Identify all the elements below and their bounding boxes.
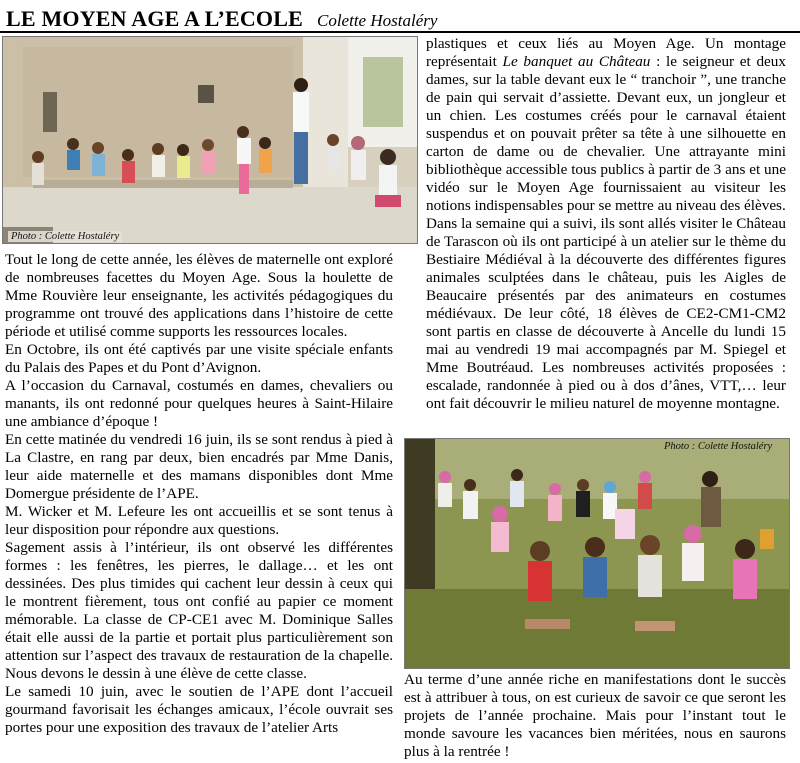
outdoor-group-photo (404, 438, 790, 669)
bottom-photo-credit: Photo : Colette Hostaléry (664, 441, 773, 452)
article-header (6, 6, 437, 34)
paragraph (426, 35, 786, 215)
chapel-class-photo (2, 36, 418, 244)
paragraph: En Octobre, ils ont été captivés par une visite spéciale enfants du Palais des Papes et du Pont d’Avignon. (5, 341, 393, 376)
italic-title: Le banquet au Château (502, 53, 651, 70)
header-rule (0, 31, 800, 33)
right-column-bottom (404, 671, 786, 761)
right-column-top (426, 35, 786, 413)
paragraph: Au terme d’une année riche en manifestations dont le succès est à attribuer à tous, on est curieux de savoir ce que seront les projets de l’année prochaine. Mais pour l’instant tout le monde savoure les vacances bien méritées, nous en saurons plus à la rentrée ! (404, 671, 786, 760)
text-run: plastiques et ceux liés au Moyen Age. Un montage représentait (426, 35, 786, 70)
article-title: LE MOYEN AGE A L’ECOLE (6, 6, 303, 31)
paragraph: Sagement assis à l’intérieur, ils ont observé les différentes formes : les fenêtres, les pierres, le dallage… et les ont dessinées. Des plus timides qui cachent leur dessin à ceux qui le montrent fièrement, tous ont confié au papier ce moment mémorable. La classe de CP-CE1 avec M. Dominique Salles était elle aussi de la partie et portait plus particulièrement son attention sur l’aspect des travaux de restauration de la chapelle. Nous devons le dessin à une élève de cette classe. (5, 539, 393, 682)
paragraph: En cette matinée du vendredi 16 juin, ils se sont rendus à pied à La Clastre, en rang par deux, bien encadrés par Mme Danis, leur aide maternelle et des mamans disponibles dont Mme Domergue présidente de l’APE. (5, 431, 393, 502)
paragraph: Tout le long de cette année, les élèves de maternelle ont exploré de nombreuses facettes du Moyen Age. Sous la houlette de Mme Rouvière leur enseignante, les activités pédagogiques du programme ont trouvé des applications dans l’histoire de cette période et utilisé comme supports les ressources locales. (5, 251, 393, 340)
paragraph: A l’occasion du Carnaval, costumés en dames, chevaliers ou manants, ils ont redonné pour quelques heures à Saint-Hilaire une ambiance d’époque ! (5, 377, 393, 430)
text-run: : le seigneur et deux dames, sur la table devant eux le “ tranchoir ”, une tranche de pain qui servait d’assiette. Devant eux, un jongleur et un chien. Les costumes créés pour le carnaval étaient suspendus et on pouvait prêter sa tête à une silhouette en carton de dame ou de chevalier. Une attrayante mini bibliothèque accessible tous publics à partir de 3 ans et une vidéo sur le Moyen Age fournissaient au visiteur les notions indispensables pour se mettre au niveau des élèves. (426, 53, 786, 214)
article-author: Colette Hostaléry (317, 11, 438, 30)
left-column (5, 251, 393, 737)
paragraph: Le samedi 10 juin, avec le soutien de l’APE dont l’accueil gourmand favorisait les échanges amicaux, l’école ouvrait ses portes pour une exposition des travaux de l’atelier Arts (5, 683, 393, 736)
paragraph: M. Wicker et M. Lefeure les ont accueillis et se sont tenus à leur disposition pour répondre aux questions. (5, 503, 393, 538)
paragraph: Dans la semaine qui a suivi, ils sont allés visiter le Château de Tarascon où ils ont participé à un atelier sur le thème du Bestiaire Médiéval à la découverte des différentes figures animales sculptées dans le château, puis les Aigles de Beaucaire présentés par des animateurs en costumes médiévaux. De leur côté, 18 élèves de CE2-CM1-CM2 sont partis en classe de découverte à Ancelle du lundi 15 mai au vendredi 19 mai accompagnés par M. Spiegel et Mme Boutréaud. Les nombreuses activités proposées : escalade, randonnée à pied ou à dos d’ânes, VTT,… leur ont fait découvrir le milieu naturel de moyenne montagne. (426, 215, 786, 412)
top-photo-credit: Photo : Colette Hostaléry (8, 231, 122, 242)
